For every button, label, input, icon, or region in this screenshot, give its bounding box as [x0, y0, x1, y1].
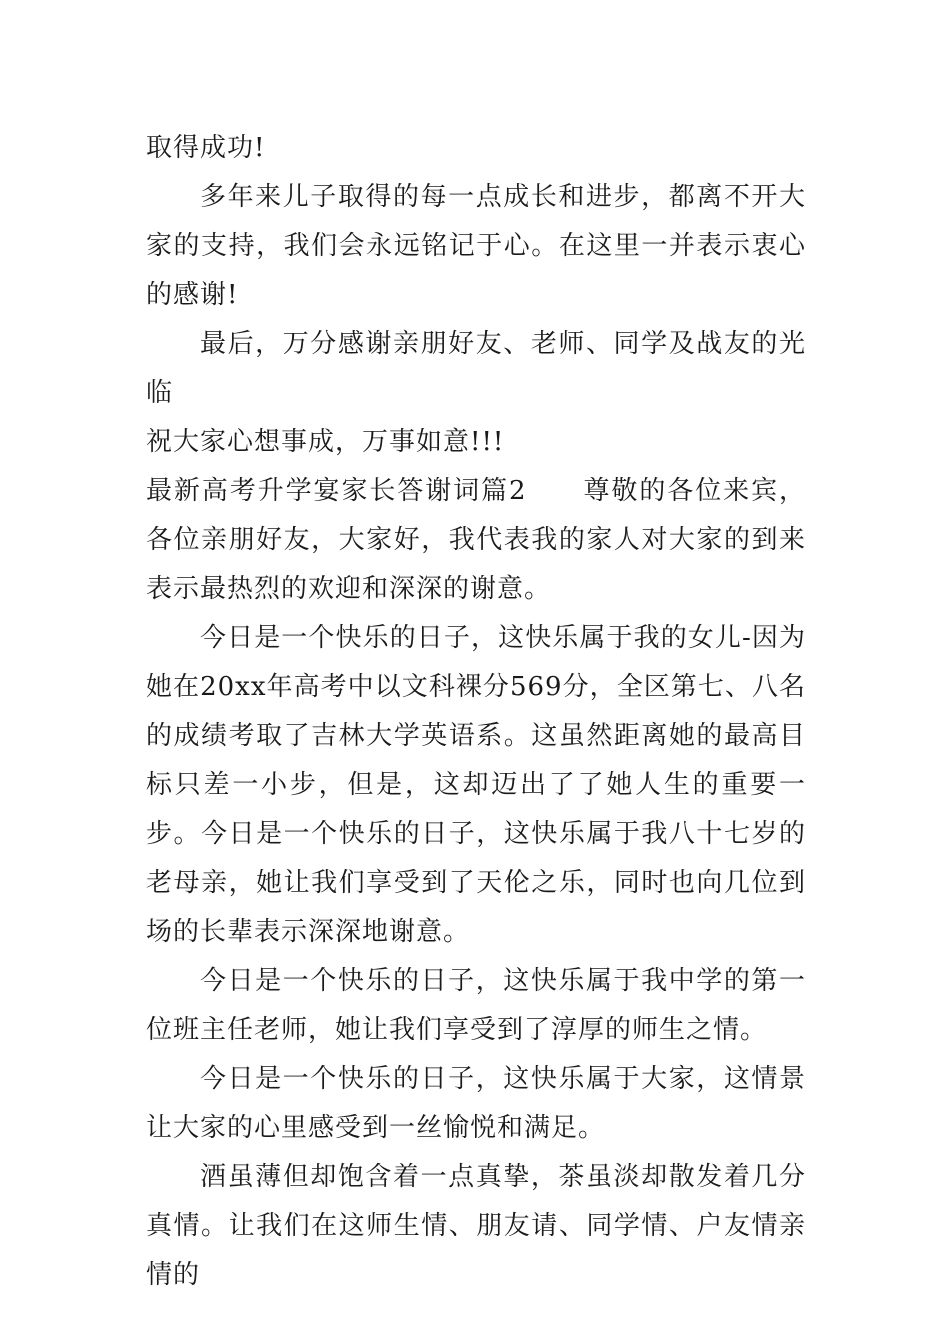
paragraph-2: 多年来儿子取得的每一点成长和进步，都离不开大家的支持，我们会永远铭记于心。在这里一并表示衷心的感谢! — [146, 182, 806, 310]
document-body — [146, 124, 806, 1300]
paragraph-1: 取得成功! — [146, 133, 266, 163]
paragraph-3: 最后，万分感谢亲朋好友、老师、同学及战友的光临 — [146, 329, 806, 408]
paragraph-8: 酒虽薄但却饱含着一点真挚，茶虽淡却散发着几分真情。让我们在这师生情、朋友请、同学情、户友情亲情的 — [146, 1162, 806, 1290]
section-lead: 尊敬的各位来宾，各位亲朋好友，大家好，我代表我的家人对大家的到来表示最热烈的欢迎和深深的谢意。 — [146, 476, 806, 604]
paragraph-4: 祝大家心想事成，万事如意!!! — [146, 427, 505, 457]
paragraph-6: 今日是一个快乐的日子，这快乐属于我中学的第一位班主任老师，她让我们享受到了淳厚的师生之情。 — [146, 966, 806, 1045]
paragraph-7: 今日是一个快乐的日子，这快乐属于大家，这情景让大家的心里感受到一丝愉悦和满足。 — [146, 1064, 806, 1143]
paragraph-5: 今日是一个快乐的日子，这快乐属于我的女儿-因为她在20xx年高考中以文科裸分569分，全区第七、八名的成绩考取了吉林大学英语系。这虽然距离她的最高目标只差一小步，但是，这却迈出了了她人生的重要一步。今日是一个快乐的日子，这快乐属于我八十七岁的老母亲，她让我们享受到了天伦之乐，同时也向几位到场的长辈表示深深地谢意。 — [146, 623, 806, 947]
section-heading: 最新高考升学宴家长答谢词篇2 — [146, 476, 527, 506]
section-paragraph — [146, 467, 806, 614]
